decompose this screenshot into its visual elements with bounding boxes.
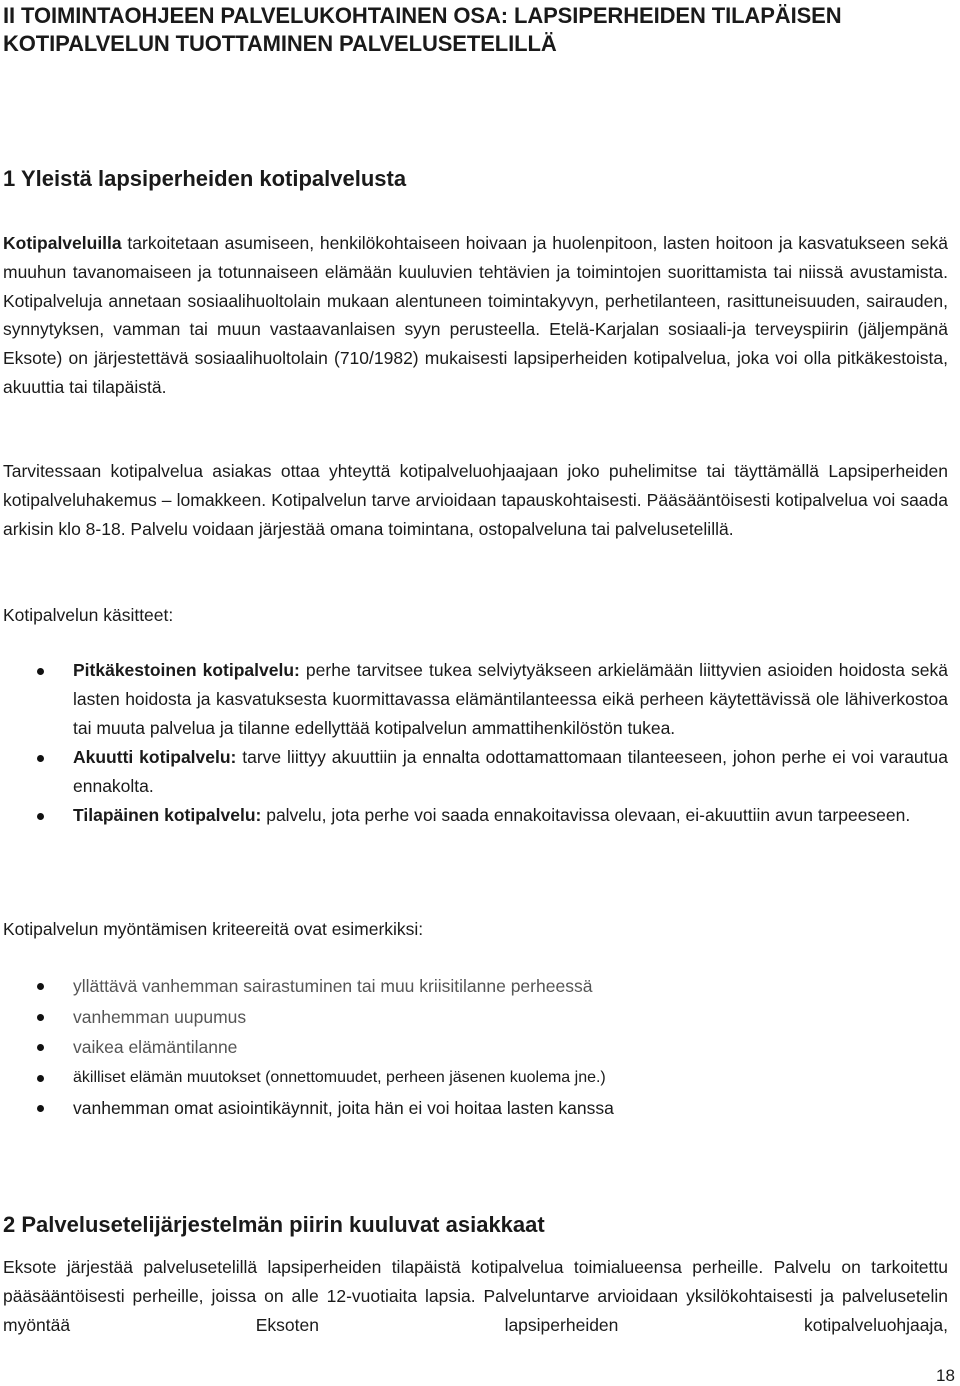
bold-lead-term: Kotipalveluilla <box>3 233 122 253</box>
criteria-label: Kotipalvelun myöntämisen kriteereitä ovat esimerkiksi: <box>3 919 424 939</box>
page-number: 18 <box>936 1366 955 1385</box>
bullet-icon <box>37 813 44 820</box>
list-item: vanhemman omat asiointikäynnit, joita hän ei voi hoitaa lasten kanssa <box>3 1093 948 1124</box>
bullet-icon <box>37 1075 44 1082</box>
paragraph-text: tarkoitetaan asumiseen, henkilökohtaiseen hoivaan ja huolenpitoon, lasten hoitoon ja kasvatukseen sekä muuhun tavanomaiseen ja totunnaiseen elämään kuuluvien tehtävien ja toimintojen suorittamista tai niissä avustamista. Kotipalveluja annetaan sosiaalihuoltolain mukaan alentuneen toimintakyvyn, perhetilanteen, rasittuneisuuden, sairauden, synnytyksen, vamman tai muun vastaavanlaisen syyn perusteella. Etelä-Karjalan sosiaali-ja terveyspiirin (jäljempänä Eksote) on järjestettävä sosiaalihuoltolain (710/1982) mukaisesti lapsiperheiden kotipalvelua, joka voi olla pitkäkestoista, akuuttia tai tilapäistä. <box>3 233 948 397</box>
concept-term: Tilapäinen kotipalvelu: <box>73 805 262 825</box>
list-item: äkilliset elämän muutokset (onnettomuudet, perheen jäsenen kuolema jne.) <box>3 1063 948 1094</box>
section-2-paragraph: Eksote järjestää palvelusetelillä lapsiperheiden tilapäistä kotipalvelua toimialueensa perheille. Palvelu on tarkoitettu pääsääntöisesti perheille, joissa on alle 12-vuotiaita lapsia. Palveluntarve arvioidaan yksilökohtaisesti ja palvelusetelin myöntää Eksoten lapsiperheiden kotipalveluohjaaja, <box>3 1257 948 1335</box>
list-item: vaikea elämäntilanne <box>3 1032 948 1063</box>
concepts-list <box>3 656 948 830</box>
list-item <box>3 656 948 743</box>
section-1-paragraph-2: Tarvitessaan kotipalvelua asiakas ottaa yhteyttä kotipalveluohjaajaan joko puhelimitse tai täyttämällä Lapsiperheiden kotipalveluhakemus – lomakkeen. Kotipalvelun tarve arvioidaan tapauskohtaisesti. Pääsääntöisesti kotipalvelua voi saada arkisin klo 8-18. Palvelu voidaan järjestää omana toimintana, ostopalveluna tai palvelusetelillä. <box>3 461 948 539</box>
bullet-icon <box>37 1105 44 1112</box>
section-1-paragraph-1 <box>3 229 948 402</box>
list-item <box>3 801 948 830</box>
concept-desc: tarve liittyy akuuttiin ja ennalta odottamattomaan tilanteeseen, johon perhe ei voi varautua ennakolta. <box>73 747 948 796</box>
criteria-list <box>3 971 948 1124</box>
concept-term: Pitkäkestoinen kotipalvelu: <box>73 660 300 680</box>
bullet-icon <box>37 755 44 762</box>
list-item: vanhemman uupumus <box>3 1002 948 1033</box>
document-title: II TOIMINTAOHJEEN PALVELUKOHTAINEN OSA: LAPSIPERHEIDEN TILAPÄISEN KOTIPALVELUN TUOTTAMINEN PALVELUSETELILLÄ <box>3 3 842 56</box>
bullet-icon <box>37 983 44 990</box>
bullet-icon <box>37 1044 44 1051</box>
section-2-heading: 2 Palvelusetelijärjestelmän piirin kuuluvat asiakkaat <box>3 1212 545 1237</box>
list-item: yllättävä vanhemman sairastuminen tai muu kriisitilanne perheessä <box>3 971 948 1002</box>
concepts-label: Kotipalvelun käsitteet: <box>3 605 174 625</box>
section-1-heading: 1 Yleistä lapsiperheiden kotipalvelusta <box>3 166 407 191</box>
concept-desc: perhe tarvitsee tukea selviytyäkseen arkielämään liittyvien asioiden hoidosta sekä lasten hoidosta ja kasvatuksesta kuormittavassa elämäntilanteessa eikä perheen käytettävissä ole lähiverkostoa tai muuta palvelua ja tilanne edellyttää kotipalvelun ammattihenkilöstön tukea. <box>73 660 948 738</box>
concept-term: Akuutti kotipalvelu: <box>73 747 237 767</box>
bullet-icon <box>37 668 44 675</box>
list-item <box>3 743 948 801</box>
bullet-icon <box>37 1014 44 1021</box>
concept-desc: palvelu, jota perhe voi saada ennakoitavissa olevaan, ei-akuuttiin avun tarpeeseen. <box>261 805 911 825</box>
